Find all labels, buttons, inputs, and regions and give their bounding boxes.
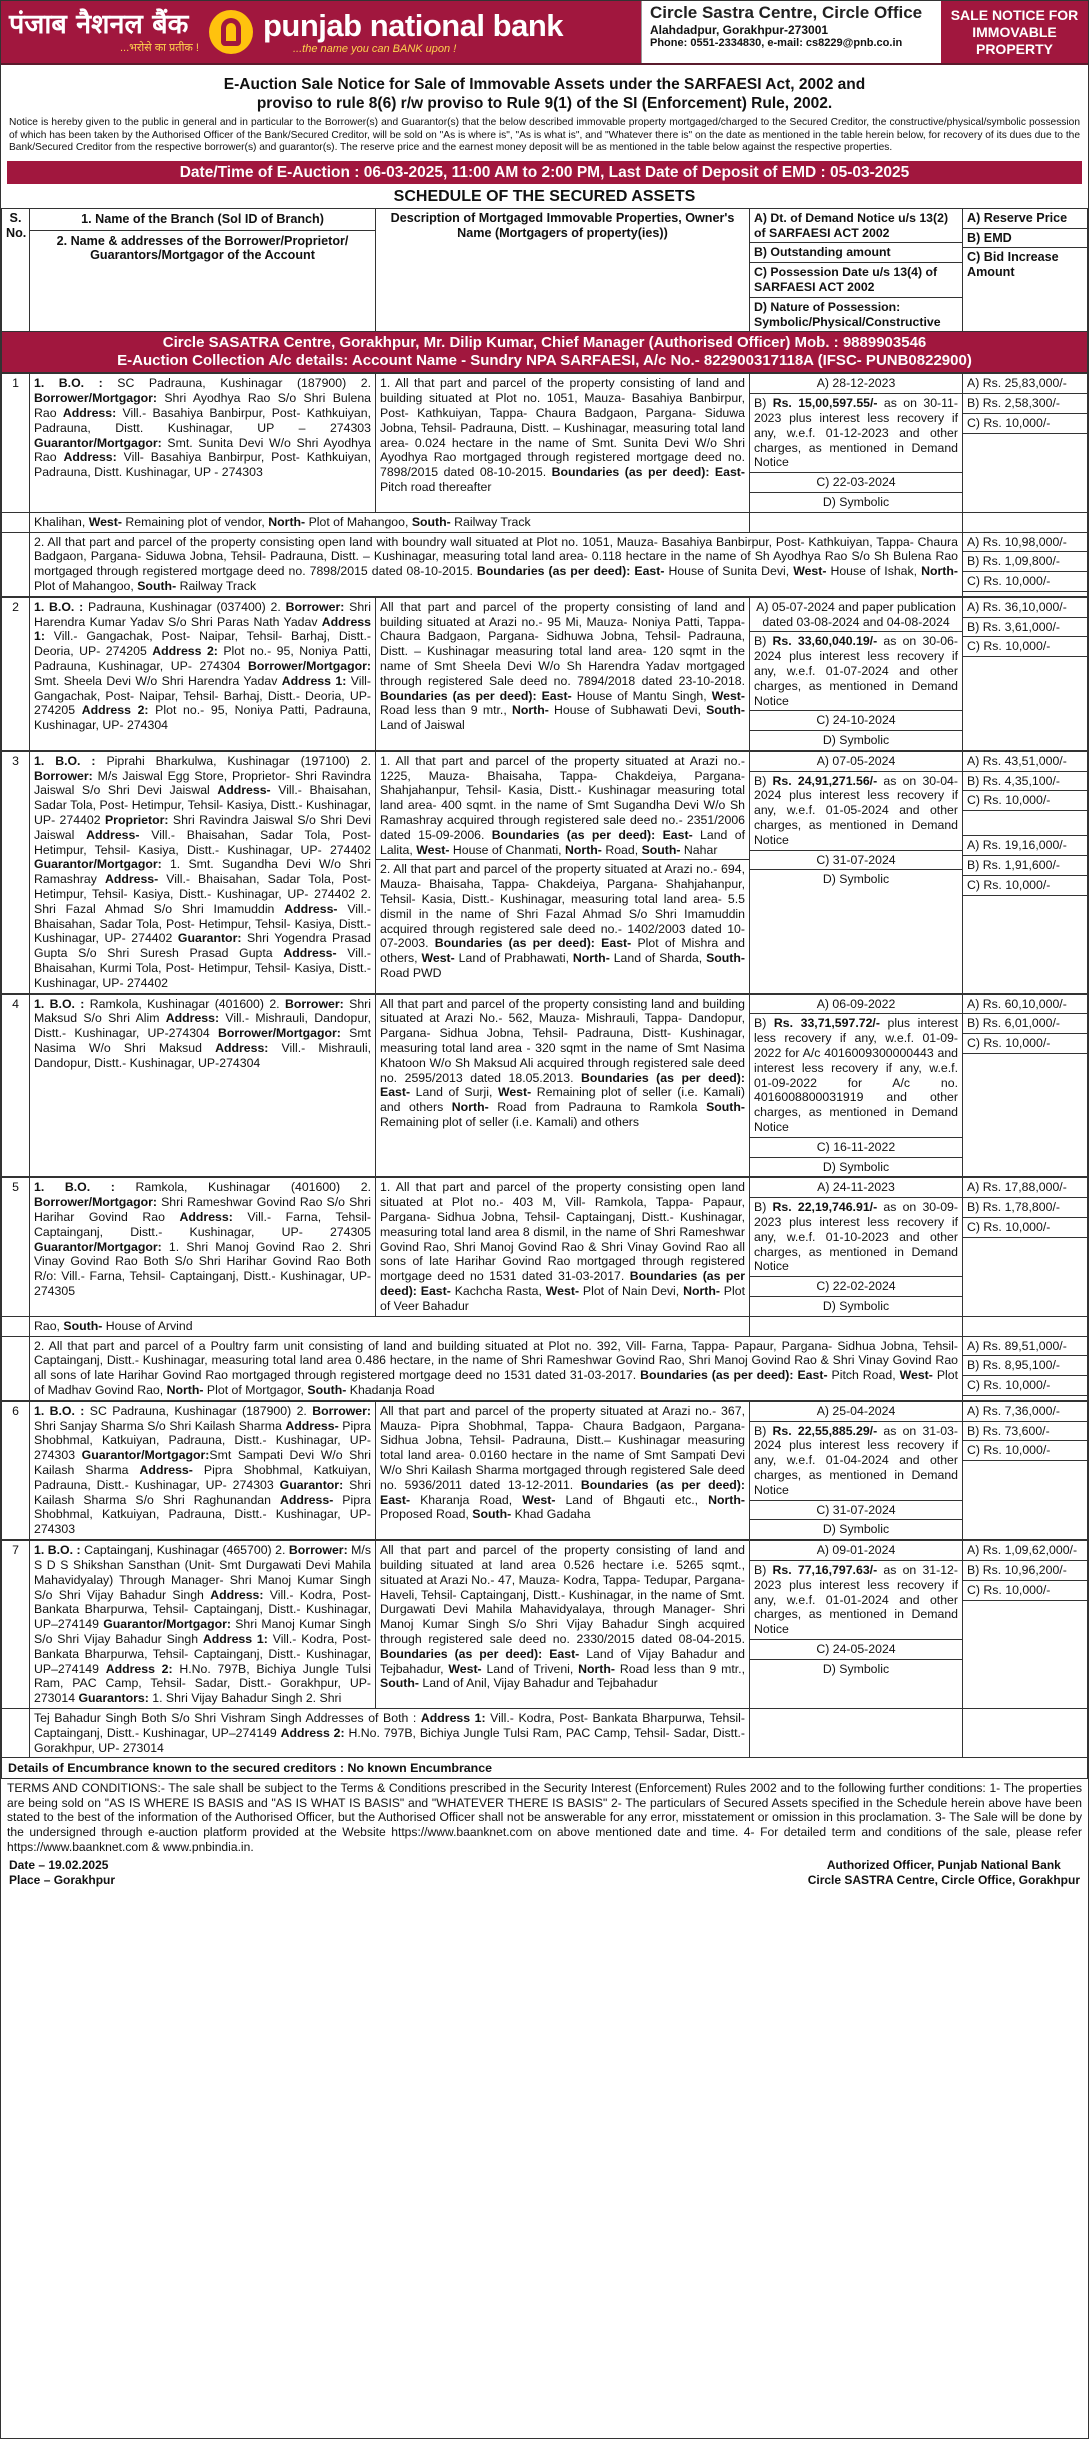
row-demand-date: A) 24-11-2023 bbox=[750, 1178, 962, 1198]
office-address bbox=[641, 1, 941, 63]
row-extra-reserve-cell bbox=[963, 532, 1088, 596]
row-possession-date: C) 24-10-2024 bbox=[750, 711, 962, 731]
circle-info-cell bbox=[2, 332, 1088, 373]
row-outstanding: B) Rs. 22,55,885.29/- as on 31-03-2024 plus interest less recovery if any, w.e.f. 01-04-2024 and other charges, as mentioned in Demand Notice bbox=[750, 1422, 962, 1501]
header-demand-b: B) Outstanding amount bbox=[750, 243, 962, 263]
row-sno: 5 bbox=[2, 1178, 30, 1316]
title-line-1: E-Auction Sale Notice for Sale of Immovable Assets under the SARFAESI Act, 2002 and bbox=[223, 76, 866, 93]
schedule-row-table bbox=[1, 1540, 1088, 1758]
row-emd: B) Rs. 2,58,300/- bbox=[963, 394, 1087, 414]
terms-and-conditions: TERMS AND CONDITIONS:- The sale shall be subject to the Terms & Conditions prescribed in the Security Interest (Enforcement) Rules 2002 and to the following further conditions: 1- The properties are being sold on "AS IS WHERE IS BASIS and "AS IS WHAT IS BASIS" and "WHATEVER THERE IS BASIS" 2- The particulars of Secured Assets specified in the Schedule herein above have been stated to the best of the information of the Authorised Officer, but the Authorised Officer shall not be answerable for any error, misstatement or omission in this proclamation. 3- The Sale will be done by the undersigned through e-auction platform provided at the Website https://www.baanknet.com on above mentioned date and time. 4- For detailed term and conditions of the sale, please refer https://www.baanknet.com & www.pnbindia.in. bbox=[7, 1781, 1082, 1854]
row-possession-nature: D) Symbolic bbox=[822, 1298, 890, 1313]
row-outstanding: B) Rs. 22,19,746.91/- as on 30-09-2023 plus interest less recovery if any, w.e.f. 01-10-2023 and other charges, as mentioned in Demand Notice bbox=[750, 1198, 962, 1277]
row-possession-date: C) 24-05-2024 bbox=[750, 1640, 962, 1660]
row-property-cell bbox=[376, 597, 750, 750]
row-reserve-cell bbox=[963, 751, 1088, 993]
row-demand-date: A) 07-05-2024 bbox=[750, 752, 962, 772]
col-header-sno: S. No. bbox=[2, 208, 30, 332]
row-property: 1. All that part and parcel of the property consisting of land and building situated at Plot no. 1051, Mauza- Basahiya Banbirpur, Post- Kathkuiyan, Tappa- Chaura Badgaon, Pargana- Siduwa Jobna, Tehsil- Padrauna, Distt. – Kushinagar, measuring total land area- 0.024 hectare in the name of Smt. Sunita Devi W/o Shri Ayodhya Rao mortgaged through registered mortgage deed no. 7898/2015 dated 08-10-2015. Boundaries (as per deed): East- Pitch road thereafter bbox=[380, 376, 745, 494]
footer-date: Date – 19.02.2025 bbox=[9, 1858, 109, 1873]
row-emd-2: B) Rs. 1,91,600/- bbox=[963, 856, 1087, 876]
english-tagline: ...the name you can BANK upon ! bbox=[293, 43, 457, 55]
row-property-2: 2. All that part and parcel of the property situated at Arazi no.- 694, Mauza- Bhaisaha, Tappa- Chakdeiya, Pargana- Shahjahanpur, Tehsil- Kasia, Distt.- Kushinagar, measuring total land area- 5.5 dismil in the name of Shri Fazal Ahmad S/o Shri Imamuddin acquired through registered sale deed no.- 1402/2003 dated 10-07-2003. Boundaries (as per deed): East- Plot of Mishra and others, West- Land of Prabhawati, North- Land of Sharda, South- Road PWD bbox=[376, 859, 749, 982]
hindi-logo bbox=[9, 10, 199, 55]
row-emd: B) Rs. 3,61,000/- bbox=[963, 618, 1087, 638]
row-emd: B) Rs. 10,96,200/- bbox=[963, 1561, 1087, 1581]
footer-officer-1: Authorized Officer, Punjab National Bank bbox=[826, 1858, 1061, 1873]
row-continued-text: Khalihan, West- Remaining plot of vendor, North- Plot of Mahangoo, South- Railway Track bbox=[30, 512, 750, 532]
row-bid-increase: C) Rs. 10,000/- bbox=[963, 1581, 1087, 1601]
hindi-bank-name: पंजाब नैशनल बैंक bbox=[9, 8, 189, 40]
row-reserve-price: A) Rs. 36,10,000/- bbox=[963, 598, 1087, 618]
header-reserve-b: B) EMD bbox=[963, 229, 1087, 249]
row-bid-increase: C) Rs. 10,000/- bbox=[963, 1034, 1087, 1054]
row-reserve-price: A) Rs. 7,36,000/- bbox=[963, 1402, 1087, 1422]
row-demand-date: A) 25-04-2024 bbox=[750, 1402, 962, 1422]
footer-officer-2: Circle SASTRA Centre, Circle Office, Gorakhpur bbox=[807, 1872, 1080, 1887]
col-header-reserve bbox=[963, 208, 1088, 332]
title-line-2: proviso to rule 8(6) r/w proviso to Rule 9(1) of the SI (Enforcement) Rule, 2002. bbox=[256, 95, 833, 112]
row-property: All that part and parcel of the property consisting of land and building situated at land area 0.526 hectare i.e. 5265 sqmt., situated at Arazi No.- 47, Mauza- Kodra, Tappa- Tedupar, Pargana- Haveli, Tehsil- Captainganj, Distt.- Kushinagar, in the name of Smt. Durgawati Devi Mahila Mahavidyalaya, through Manager- Shri Manoj Kumar Singh S/o Shri Vijay Bahadur Singh acquired through registered sale deed no. 2330/2015 dated 08-04-2015. Boundaries (as per deed): East- Land of Vijay Bahadur and Tejbahadur, West- Land of Triveni, North- Road less than 9 mtr., South- Land of Anil, Vijay Bahadur and Tejbahadur bbox=[380, 1543, 745, 1691]
row-extra-reserve-price: A) Rs. 10,98,000/- bbox=[963, 533, 1087, 553]
schedule-row-table bbox=[1, 751, 1088, 994]
row-property-cell bbox=[376, 1178, 750, 1316]
row-outstanding: B) Rs. 77,16,797.63/- as on 31-12-2023 plus interest less recovery if any, w.e.f. 01-01-2024 and other charges, as mentioned in Demand Notice bbox=[750, 1561, 962, 1640]
table-row-continued bbox=[2, 1316, 1088, 1336]
header bbox=[1, 1, 1088, 65]
schedule-row-table bbox=[1, 1401, 1088, 1540]
row-bid-increase: C) Rs. 10,000/- bbox=[963, 791, 1087, 811]
table-row bbox=[2, 994, 1088, 1177]
row-reserve-cell bbox=[963, 374, 1088, 512]
header-demand-c: C) Possession Date u/s 13(4) of SARFAESI ACT 2002 bbox=[750, 263, 962, 298]
footer-place: Place – Gorakhpur bbox=[9, 1872, 116, 1887]
schedule-title: SCHEDULE OF THE SECURED ASSETS bbox=[393, 187, 696, 205]
row-property-cell bbox=[376, 1541, 750, 1709]
table-header-row bbox=[2, 208, 1088, 332]
row-sno: 6 bbox=[2, 1401, 30, 1539]
table-row bbox=[2, 1541, 1088, 1709]
row-demand-cell bbox=[750, 1541, 963, 1709]
row-extra-bid-increase: C) Rs. 10,000/- bbox=[963, 1376, 1087, 1396]
branch-header-2: 2. Name & addresses of the Borrower/Proprietor/ Guarantors/Mortgagor of the Account bbox=[56, 233, 349, 263]
col-header-property: Description of Mortgaged Immovable Properties, Owner's Name (Mortgagers of property(ies)) bbox=[376, 208, 750, 332]
hindi-tagline: ...भरोसे का प्रतीक ! bbox=[119, 41, 199, 54]
footer bbox=[1, 1856, 1088, 1889]
schedule-rows bbox=[1, 373, 1088, 1758]
row-demand-date: A) 09-01-2024 bbox=[750, 1541, 962, 1561]
pnb-logo-block bbox=[1, 1, 641, 63]
english-bank-name: punjab national bank bbox=[263, 8, 564, 43]
row-property-cell bbox=[376, 1401, 750, 1539]
row-reserve-cell bbox=[963, 1541, 1088, 1709]
schedule-table bbox=[1, 208, 1088, 374]
row-property-cell bbox=[376, 374, 750, 512]
header-demand-a: A) Dt. of Demand Notice u/s 13(2) of SARFAESI ACT 2002 bbox=[750, 209, 962, 244]
row-possession-date: C) 31-07-2024 bbox=[750, 851, 962, 871]
table-row bbox=[2, 597, 1088, 750]
row-possession-nature: D) Symbolic bbox=[822, 494, 890, 509]
row-reserve-price: A) Rs. 60,10,000/- bbox=[963, 995, 1087, 1015]
row-demand-cell bbox=[750, 1401, 963, 1539]
row-outstanding: B) Rs. 15,00,597.55/- as on 30-11-2023 plus interest less recovery if any, w.e.f. 01-12-2023 and other charges, as mentioned in Demand Notice bbox=[750, 394, 962, 473]
row-branch-borrower: 1. B.O. : Padrauna, Kushinagar (037400) 2. Borrower: Shri Harendra Kumar Yadav S/o Shri Paras Nath Yadav Address 1: Vill.- Gangachak, Post- Naipar, Tehsil- Barhaj, Distt.- Deoria, UP- 274205 Address 2: Plot no.- 95, Noniya Patti, Padrauna, Kushinagar, UP- 274304 Borrower/Mortgagor: Smt. Sheela Devi W/o Shri Harendra Yadav Address 1: Vill- Gangachak, Post- Naipar, Tehsil- Barhaj, Distt.- Deoria, UP- 274205 Address 2: Plot no.- 95, Noniya Patti, Padrauna, Kushinagar, UP- 274304 bbox=[30, 597, 376, 750]
row-property-cell bbox=[376, 994, 750, 1177]
row-possession-nature: D) Symbolic bbox=[822, 1159, 890, 1174]
pnb-emblem-icon bbox=[209, 10, 253, 54]
footer-left bbox=[9, 1858, 115, 1887]
row-emd: B) Rs. 4,35,100/- bbox=[963, 772, 1087, 792]
row-branch-borrower: 1. B.O. : Piprahi Bharkulwa, Kushinagar (197100) 2. Borrower: M/s Jaiswal Egg Store, Proprietor- Shri Ravindra Jaiswal S/o Shri Devi Jaiswal Address- Vill.- Bhaisahan, Sadar Tola, Post- Hetimpur, Tehsil- Kasiya, Distt.- Kushinagar, UP- 274402 Proprietor: Shri Ravindra Jaiswal S/o Shri Devi Jaiswal Address- Vill.- Bhaisahan, Sadar Tola, Post- Hetimpur, Tehsil- Kasiya, Distt.- Kushinagar, UP- 274402 Guarantor/Mortgagor: 1. Smt. Sugandha Devi W/o Shri Ramashray Address- Vill.- Bhaisahan, Sadar Tola, Post- Hetimpur, Tehsil- Kasiya, Distt.- Kushinagar, UP- 274402 2. Shri Fazal Ahmad S/o Shri Imamuddin Address- Vill.- Bhaisahan, Sadar Tola, Post- Hetimpur, Tehsil- Kasiya, Distt.- Kushinagar, UP- 274402 Guarantor: Shri Yogendra Prasad Gupta S/o Shri Suresh Prasad Gupta Address- Vill.- Bhaisahan, Kurmi Tola, Post- Hetimpur, Tehsil- Kasiya, Distt.- Kushinagar, UP- 274402 bbox=[30, 751, 376, 993]
row-reserve-cell bbox=[963, 597, 1088, 750]
row-demand-date: A) 28-12-2023 bbox=[750, 374, 962, 394]
branch-header-1: 1. Name of the Branch (Sol ID of Branch) bbox=[30, 209, 375, 231]
row-property: 1. All that part and parcel of the property consisting open land situated at Plot no.- 403 M, Vill- Ramkola, Tappa- Papaur, Pargana- Sidhua Jobna, Tehsil- Captainganj, Distt.- Kushinagar, measuring total land area 8 dismil, in the name of Shri Rameshwar Govind Rao, Shri Manoj Govind Rao & Shri Vinay Govind Rao all sons of late Harihar Govind Rao mortgaged through registered mortgage deed no 1531 dated 31-03-2017. Boundaries (as per deed): East- Kachcha Rasta, West- Plot of Nain Devi, North- Plot of Veer Bahadur bbox=[380, 1180, 745, 1313]
row-reserve-price: A) Rs. 17,88,000/- bbox=[963, 1178, 1087, 1198]
row-outstanding: B) Rs. 24,91,271.56/- as on 30-04-2024 plus interest less recovery if any, w.e.f. 01-05-2024 and other charges, as mentioned in Demand Notice bbox=[750, 772, 962, 851]
row-sno: 7 bbox=[2, 1541, 30, 1709]
row-extra-bid-increase: C) Rs. 10,000/- bbox=[963, 572, 1087, 592]
table-row bbox=[2, 751, 1088, 993]
row-demand-cell bbox=[750, 597, 963, 750]
row-property: All that part and parcel of the property situated at Arazi no.- 367, Mauza- Pipra Shobhmal, Tappa- Chaura Badgaon, Pargana- Sidhua Jobna, Tehsil- Padrauna, Distt.– Kushinagar measuring total land area- 0.0160 hectare in the name of Smt Sampati Devi W/o Shri Kailash Sharma mortgaged through registered Sale deed no. 5936/2011 dated 13-12-2011. Boundaries (as per deed): East- Kharanja Road, West- Land of Bhgauti etc., North- Proposed Road, South- Khad Gadaha bbox=[380, 1403, 745, 1522]
table-row-extra bbox=[2, 532, 1088, 596]
row-demand-date: A) 06-09-2022 bbox=[750, 995, 962, 1015]
header-demand-d: D) Nature of Possession: Symbolic/Physical/Constructive bbox=[754, 299, 941, 329]
office-line-2: Alahdadpur, Gorakhpur-273001 bbox=[650, 23, 829, 37]
row-reserve-price: A) Rs. 43,51,000/- bbox=[963, 752, 1087, 772]
row-extra-emd: B) Rs. 8,95,100/- bbox=[963, 1356, 1087, 1376]
header-reserve-a: A) Reserve Price bbox=[963, 209, 1087, 229]
footer-right bbox=[808, 1858, 1080, 1887]
row-sno: 1 bbox=[2, 374, 30, 512]
circle-line-1: Circle SASATRA Centre, Gorakhpur, Mr. Dilip Kumar, Chief Manager (Authorised Officer) Mob. : 9889903546 bbox=[162, 334, 927, 352]
header-reserve-c: C) Bid Increase Amount bbox=[967, 250, 1059, 280]
row-branch-borrower: 1. B.O. : Captainganj, Kushinagar (465700) 2. Borrower: M/s S D S Shikshan Sansthan (Unit- Smt Durgawati Devi Mahila Mahavidyalay) Through Manager- Shri Manoj Kumar Singh S/o Shri Vijay Bahadur Singh Address: Vill.- Kodra, Post- Bankata Bharpurwa, Tehsil- Captainganj, Distt.- Kushinagar, UP–274149 Guarantor/Mortgagor: Shri Manoj Kumar Singh S/o Shri Vijay Bahadur Singh Address 1: Vill.- Kodra, Post- Bankata Bharpurwa, Tehsil- Captainganj, Distt.- Kushinagar, UP–274149 Address 2: H.No. 797B, Bichiya Jungle Tulsi Ram, PAC Camp, Tehsil- Sadar, Distt.- Gorakhpur, UP-273014 Guarantors: 1. Shri Vijay Bahadur Singh 2. Shri bbox=[30, 1541, 376, 1709]
row-reserve-price: A) Rs. 1,09,62,000/- bbox=[963, 1541, 1087, 1561]
row-outstanding: B) Rs. 33,71,597.72/- plus interest less recovery if any, w.e.f. 01-09-2022 for A/c 4016009300000443 and interest less recovery if any, w.e.f. 01-09-2022 for A/c no. 4016008800031919 and other charges, as mentioned in Demand Notice bbox=[750, 1014, 962, 1137]
auction-date-bar: Date/Time of E-Auction : 06-03-2025, 11:00 AM to 2:00 PM, Last Date of Deposit of EMD : 05-03-2025 bbox=[7, 161, 1082, 184]
encumbrance-line: Details of Encumbrance known to the secured creditors : No known Encumbrance bbox=[1, 1758, 1088, 1779]
row-sno: 2 bbox=[2, 597, 30, 750]
row-possession-date: C) 16-11-2022 bbox=[750, 1138, 962, 1158]
row-property: All that part and parcel of the property consisting of land and building situated at Arazi no.- 95 Mi, Mauza- Noniya Patti, Tappa- Chaura Badgaon, Pargana- Sidhuwa Jobna, Tehsil- Padrauna, Distt. – Kushinagar measuring total land area- 120 sqmt in the name of Smt Sheela Devi W/o Sh Harendra Yadav mortgaged through registered Sale deed no. 7894/2018 dated 23-10-2018. Boundaries (as per deed): East- House of Mantu Singh, West- Road less than 9 mtr., North- House of Subhawati Devi, South- Land of Jaiswal bbox=[380, 599, 745, 733]
col-header-branch bbox=[30, 208, 376, 332]
row-bid-increase: C) Rs. 10,000/- bbox=[963, 1218, 1087, 1238]
row-continued-text: Tej Bahadur Singh Both S/o Shri Vishram Singh Addresses of Both : Address 1: Vill.- Kodra, Post- Bankata Bharpurwa, Tehsil- Captainganj, Distt.- Kushinagar, UP–274149 Address 2: H.No. 797B, Bichiya Jungle Tulsi Ram, PAC Camp, Tehsil- Sadar, Distt.- Gorakhpur, UP- 273014 bbox=[30, 1708, 750, 1757]
row-possession-date: C) 22-02-2024 bbox=[750, 1277, 962, 1297]
row-bid-increase: C) Rs. 10,000/- bbox=[963, 637, 1087, 657]
row-possession-date: C) 22-03-2024 bbox=[750, 473, 962, 493]
row-sno: 3 bbox=[2, 751, 30, 993]
table-row-continued bbox=[2, 1708, 1088, 1757]
row-bid-increase: C) Rs. 10,000/- bbox=[963, 414, 1087, 434]
table-row-continued bbox=[2, 512, 1088, 532]
row-extra-reserve-price: A) Rs. 89,51,000/- bbox=[963, 1337, 1087, 1357]
row-reserve-cell bbox=[963, 1178, 1088, 1316]
schedule-row-table bbox=[1, 373, 1088, 596]
row-possession-date: C) 31-07-2024 bbox=[750, 1501, 962, 1521]
row-outstanding: B) Rs. 33,60,040.19/- as on 30-06-2024 plus interest less recovery if any, w.e.f. 01-07-2024 and other charges, as mentioned in Demand Notice bbox=[750, 632, 962, 711]
row-reserve-price: A) Rs. 25,83,000/- bbox=[963, 374, 1087, 394]
row-demand-date: A) 05-07-2024 and paper publication dated 03-08-2024 and 04-08-2024 bbox=[750, 598, 962, 633]
row-demand-cell bbox=[750, 1178, 963, 1316]
row-extra-reserve-cell bbox=[963, 1336, 1088, 1400]
row-branch-borrower: 1. B.O. : Ramkola, Kushinagar (401600) 2. Borrower/Mortgagor: Shri Rameshwar Govind Rao S/o Shri Harihar Govind Rao Address: Vill.- Farna, Tehsil- Captainganj, Distt.- Kushinagar, UP- 274305 Guarantor/Mortgagor: 1. Shri Manoj Govind Rao 2. Shri Vinay Govind Rao Both S/o Shri Harihar Govind Rao Both R/o: Vill.- Farna, Tehsil- Captainganj, Distt.- Kushinagar, UP-274305 bbox=[30, 1178, 376, 1316]
notice-paragraph: Notice is hereby given to the public in general and in particular to the Borrower(s) and Guarantor(s) that the below described immovable property mortgaged/charged to the Secured Creditor, the constructive/physical/symbolic possession of which has been taken by the Authorised Officer of the Bank/Secured Creditor, will be sold on "As is where is", "As is what is", and "Whatever there is" on the date as mentioned in the table herein below, for recovery of its dues due to the Bank/Secured Creditor from the respective borrower(s) and guarantor(s). The reserve price and the earnest money deposit will be as mentioned in the table below against the respective properties. bbox=[9, 117, 1080, 154]
office-line-1: Circle Sastra Centre, Circle Office bbox=[650, 3, 923, 22]
row-bid-increase: C) Rs. 10,000/- bbox=[963, 1441, 1087, 1461]
circle-line-2: E-Auction Collection A/c details: Account Name - Sundry NPA SARFAESI, A/c No.- 822900317118A (IFSC- PUNB0822900) bbox=[117, 352, 972, 370]
row-emd: B) Rs. 1,78,800/- bbox=[963, 1198, 1087, 1218]
col-header-demand bbox=[750, 208, 963, 332]
schedule-row-table bbox=[1, 597, 1088, 751]
notice-title bbox=[1, 65, 1088, 115]
office-line-3: Phone: 0551-2334830, e-mail: cs8229@pnb.co.in bbox=[650, 37, 903, 49]
row-branch-borrower: 1. B.O. : Ramkola, Kushinagar (401600) 2. Borrower: Shri Maksud S/o Shri Alim Address: Vill.- Mishrauli, Dandopur, Distt.- Kushinagar, UP-274304 Borrower/Mortgagor: Smt Nasima W/o Shri Maksud Address: Vill.- Mishrauli, Dandopur, Distt.- Kushinagar, UP-274304 bbox=[30, 994, 376, 1177]
row-possession-nature: D) Symbolic bbox=[822, 1522, 890, 1537]
row-demand-cell bbox=[750, 994, 963, 1177]
row-extra-property: 2. All that part and parcel of a Poultry farm unit consisting of land and building situated at Plot no. 392, Vill- Farna, Tappa- Papaur, Pargana- Sidhua Jobna, Tehsil- Captainganj, Distt.- Kushinagar, measuring total land area 0.486 hectare, in the name of Shri Rameshwar Govind Rao, Shri Manoj Govind Rao & Shri Vinay Govind Rao all sons of late Harihar Govind Rao mortgaged through registered mortgage deed no 1531 dated 31-03-2017. Boundaries (as per deed): East- Pitch Road, West- Plot of Madhav Govind Rao, North- Plot of Mortgagor, South- Khadanja Road bbox=[30, 1336, 963, 1400]
row-emd: B) Rs. 73,600/- bbox=[963, 1422, 1087, 1442]
row-property-cell bbox=[376, 751, 750, 993]
schedule-row-table bbox=[1, 994, 1088, 1178]
row-extra-emd: B) Rs. 1,09,800/- bbox=[963, 552, 1087, 572]
row-branch-borrower: 1. B.O. : SC Padrauna, Kushinagar (187900) 2. Borrower/Mortgagor: Shri Ayodhya Rao S/o Shri Bulena Rao Address: Vill.- Basahiya Banbirpur, Post- Kathkuiyan, Padrauna, Distt. Kushinagar, UP – 274303 Guarantor/Mortgagor: Smt. Sunita Devi W/o Shri Ayodhya Rao Address: Vill- Basahiya Banbirpur, Post- Kathkuiyan, Padrauna, Distt. Kushinagar, UP - 274303 bbox=[30, 374, 376, 512]
row-extra-property: 2. All that part and parcel of the property consisting open land with boundry wall situated at Plot no. 1051, Mauza- Basahiya Banbirpur, Post- Kathkuiyan, Tappa- Chaura Badgaon, Pargana- Siduwa Jobna, Tehsil- Padrauna, Distt. – Kushinagar, measuring total land area- 0.118 hectare in the name of Sh Ayodhya Rao S/o Sh Bulena Rao mortgaged through registered mortgage deed no. 7898/2015 dated 08-10-2015. Boundaries (as per deed): East- House of Sunita Devi, West- House of Ishak, North- Plot of Mahangoo, South- Railway Track bbox=[30, 532, 963, 596]
table-row bbox=[2, 374, 1088, 512]
sale-notice-tag: SALE NOTICE FOR IMMOVABLE PROPERTY bbox=[941, 1, 1088, 63]
row-demand-cell bbox=[750, 751, 963, 993]
row-possession-nature: D) Symbolic bbox=[822, 872, 890, 887]
row-continued-text: Rao, South- House of Arvind bbox=[30, 1316, 750, 1336]
row-possession-nature: D) Symbolic bbox=[822, 733, 890, 748]
table-row bbox=[2, 1401, 1088, 1539]
row-emd: B) Rs. 6,01,000/- bbox=[963, 1014, 1087, 1034]
table-row-extra bbox=[2, 1336, 1088, 1400]
schedule-row-table bbox=[1, 1177, 1088, 1400]
english-logo bbox=[263, 9, 563, 55]
row-reserve-price-2: A) Rs. 19,16,000/- bbox=[963, 835, 1087, 856]
circle-info-row bbox=[2, 332, 1088, 373]
table-row bbox=[2, 1178, 1088, 1316]
row-branch-borrower: 1. B.O. : SC Padrauna, Kushinagar (187900) 2. Borrower: Shri Sanjay Sharma S/o Shri Kailash Sharma Address- Pipra Shobhmal, Katkuiyan, Padrauna, Distt.- Kushinagar, UP- 274303 Guarantor/Mortgagor:Smt Sampati Devi W/o Shri Kailash Sharma Address- Pipra Shobhmal, Katkuiyan, Padrauna, Distt.- Kushinagar, UP- 274303 Guarantor: Shri Kailash Sharma S/o Shri Raghunandan Address- Pipra Shobhmal, Katkuiyan, Padrauna, Distt.- Kushinagar, UP- 274303 bbox=[30, 1401, 376, 1539]
row-bid-increase-2: C) Rs. 10,000/- bbox=[963, 876, 1087, 896]
row-property: 1. All that part and parcel of the property situated at Arazi no.- 1225, Mauza- Bhaisaha, Tappa- Chakdeiya, Pargana- Shahjahanpur, Tehsil- Kasia, Distt.- Kushinagar measuring total land area- 400 sqmt. in the name of Smt Sugandha Devi W/o Sh Ramashray acquired through registered sale deed no.- 2351/2006 dated 15-09-2006. Boundaries (as per deed): East- Land of Lalita, West- House of Chanmati, North- Road, South- Nahar bbox=[380, 753, 745, 857]
row-reserve-cell bbox=[963, 1401, 1088, 1539]
row-demand-cell bbox=[750, 374, 963, 512]
row-possession-nature: D) Symbolic bbox=[822, 1661, 890, 1676]
row-reserve-cell bbox=[963, 994, 1088, 1177]
row-sno: 4 bbox=[2, 994, 30, 1177]
row-property: All that part and parcel of the property consisting land and building situated at Arazi No.- 562, Mauza- Mishrauli, Tappa- Dandopur, Pargana- Sidhua Jobna, Tehsil- Padrauna, Distt- Kushinagar, measuring total land area - 320 sqmt in the name of Smt Nasima Khatoon W/o Sh Maksud Ali acquired through registered sale deed no. 2595/2013 dated 18.05.2013. Boundaries (as per deed): East- Land of Surji, West- Remaining plot of seller (i.e. Kamali) and others North- Road from Padrauna to Ramkola South- Remaining plot of seller (i.e. Kamali) and others bbox=[380, 996, 746, 1130]
